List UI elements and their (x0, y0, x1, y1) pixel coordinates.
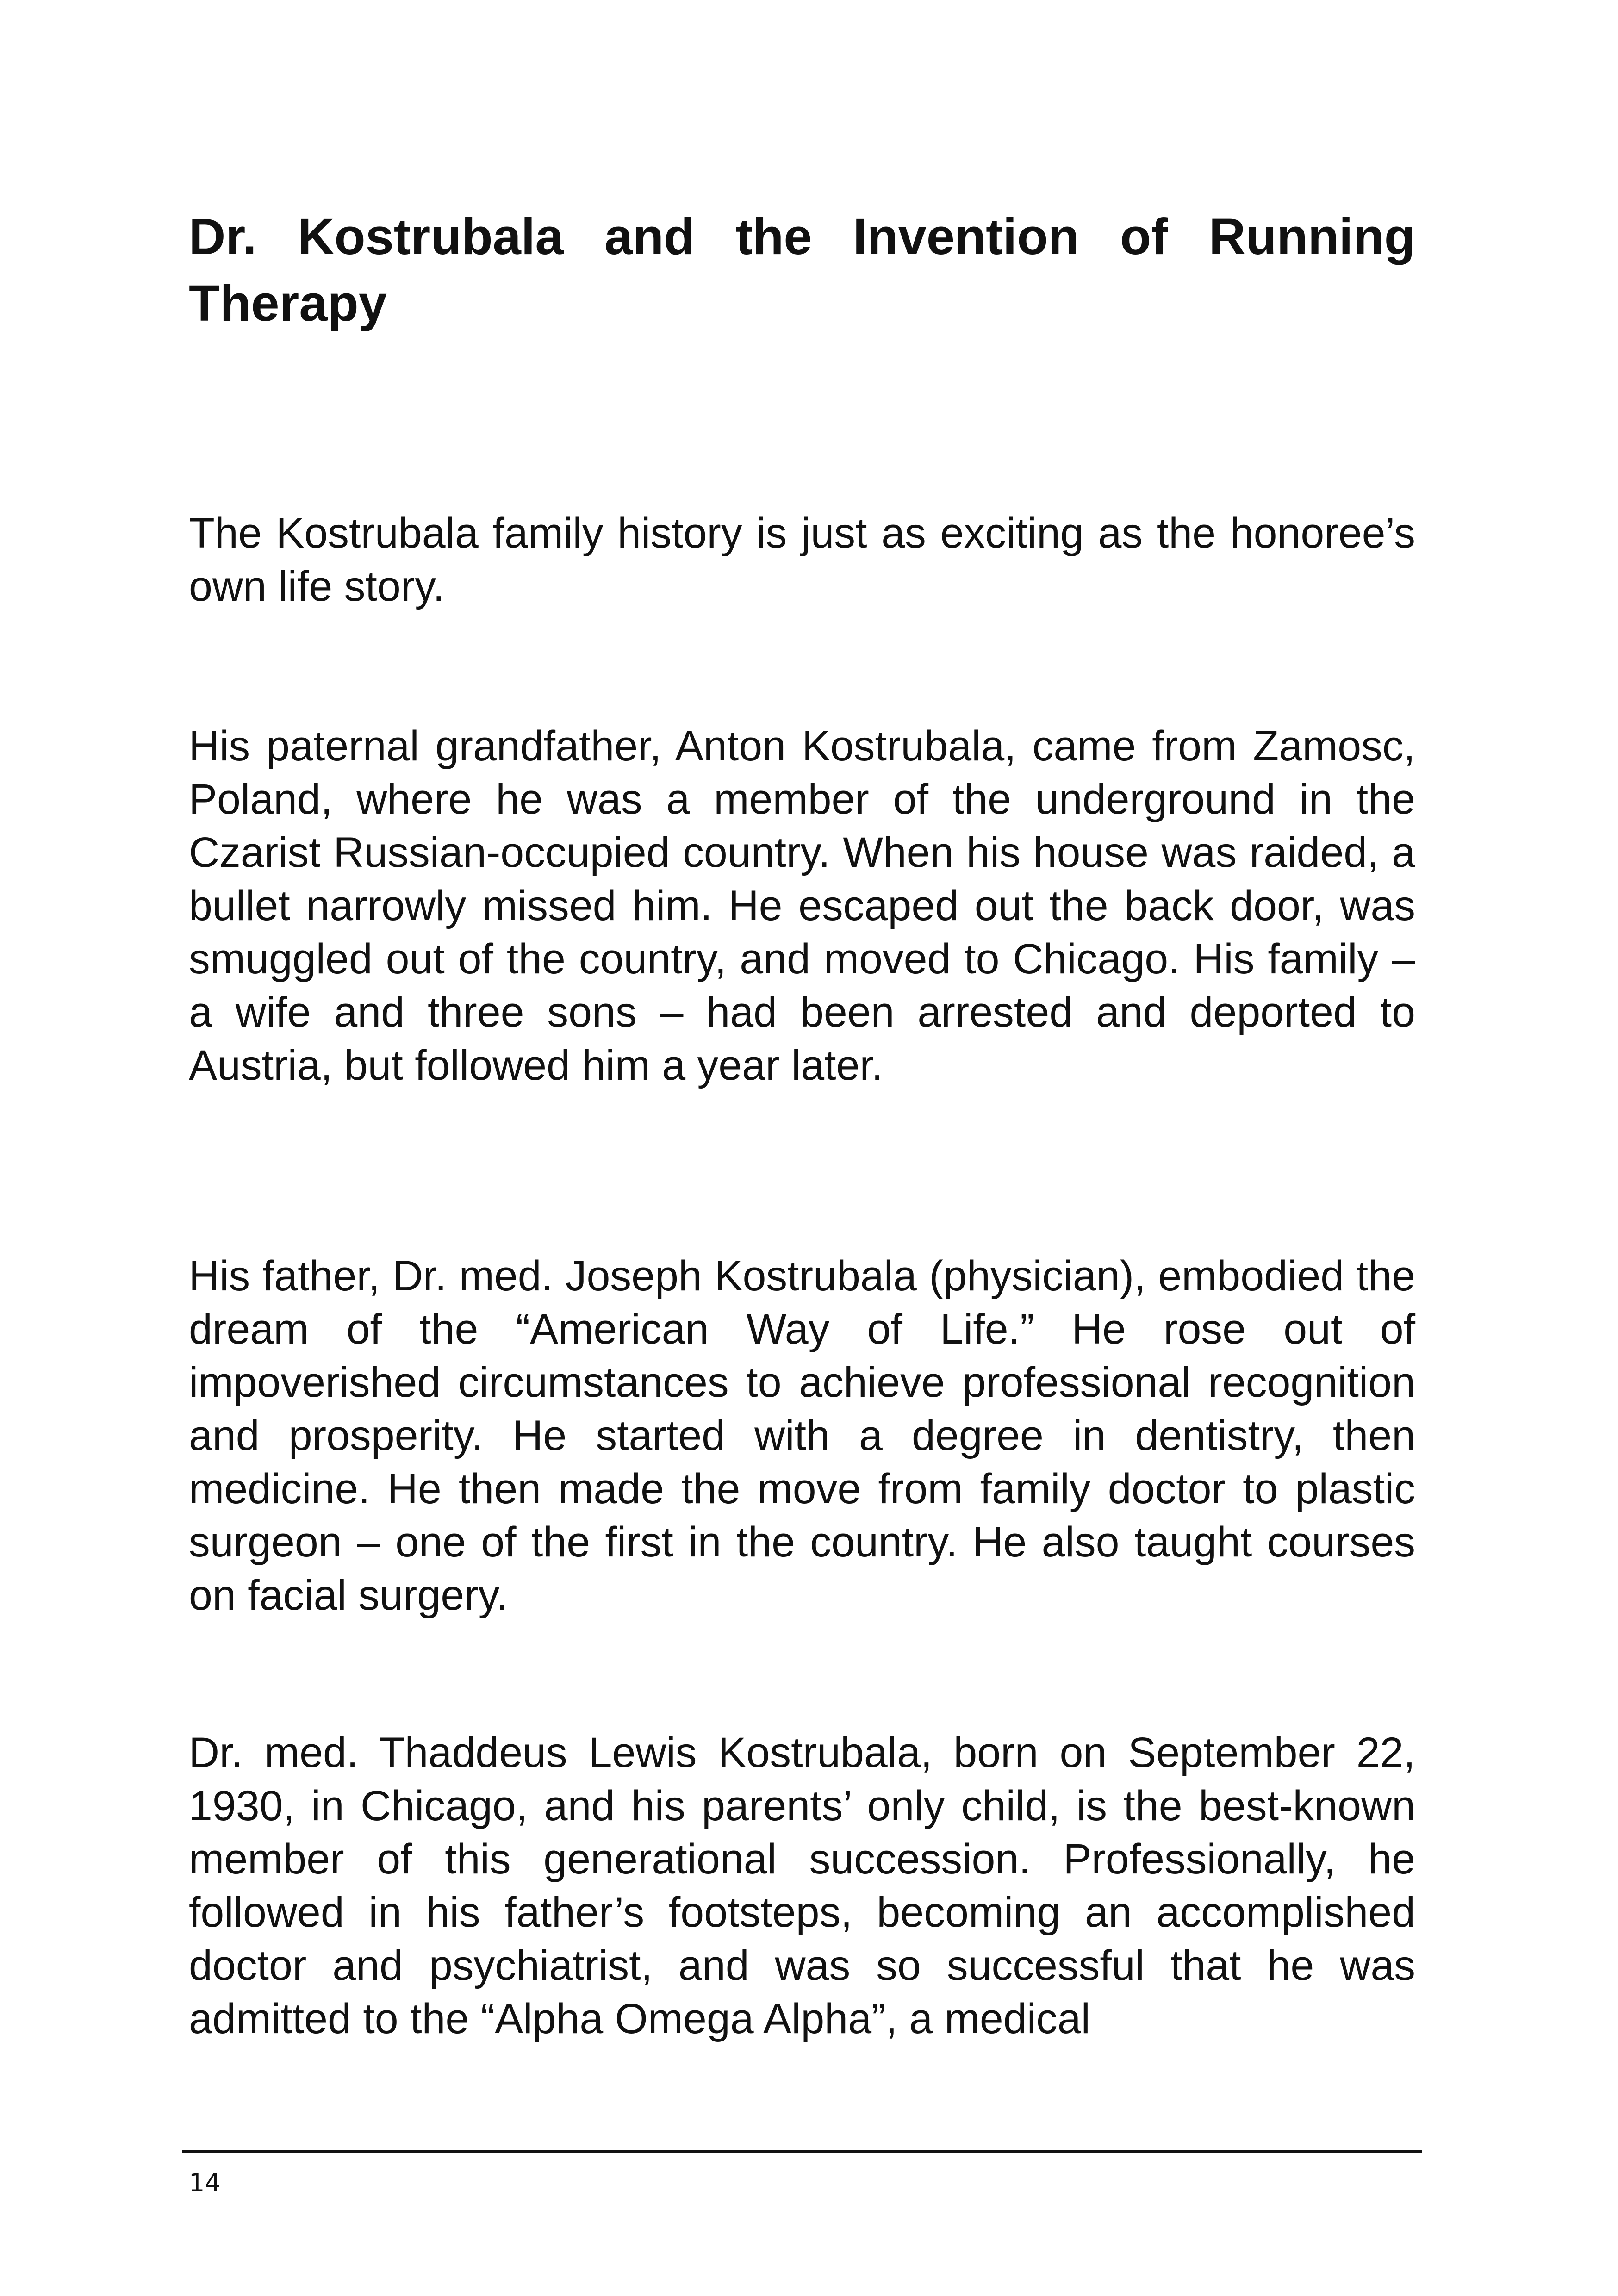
body-paragraph-thaddeus: Dr. med. Thaddeus Lewis Kostrubala, born on September 22, 1930, in Chicago, and his parents’ only child, is the best-known member of this generational succession. Professionally, he followed in his father’s footsteps, becoming an accomplished doctor and psychiatrist, and was so successful that he was admitted to the “Alpha Omega Alpha”, a medical (189, 1729, 1415, 2042)
body-paragraph-family-history: The Kostrubala family history is just as exciting as the honoree’s own life story. (189, 510, 1415, 610)
page-title: Dr. Kostrubala and the Invention of Running Therapy (189, 208, 1415, 332)
body-paragraph-father: His father, Dr. med. Joseph Kostrubala (physician), embodied the dream of the “American Way of Life.” He rose out of impoverished circumstances to achieve professional recognition and prosperity. He started with a degree in dentistry, then medicine. He then made the move from family doctor to plastic surgeon – one of the first in the country. He also taught courses on facial surgery. (189, 1252, 1415, 1619)
footer-divider (182, 2150, 1422, 2153)
page-number: 14 (189, 2168, 221, 2197)
body-paragraph-grandfather: His paternal grandfather, Anton Kostrubala, came from Zamosc, Poland, where he was a member of the underground in the Czarist Russian-occupied country. When his house was raided, a bullet narrowly missed him. He escaped out the back door, was smuggled out of the country, and moved to Chicago. His family – a wife and three sons – had been arrested and deported to Austria, but followed him a year later. (189, 722, 1415, 1089)
